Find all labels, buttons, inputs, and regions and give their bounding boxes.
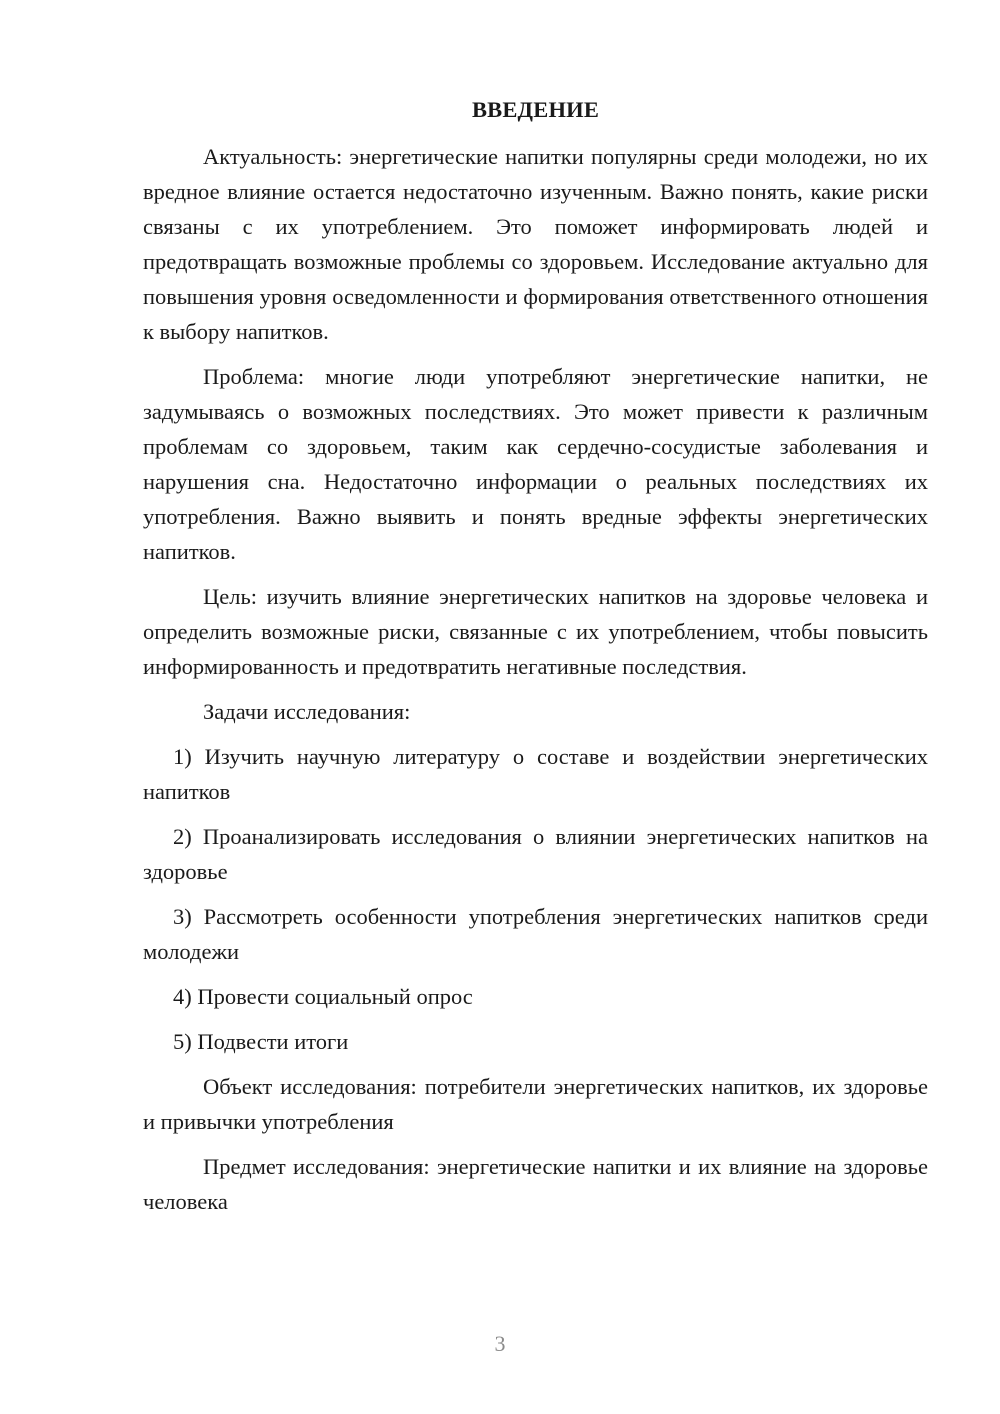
task-item: 2) Проанализировать исследования о влиянии энергетических напитков на здоровье [143, 824, 928, 884]
section-title: ВВЕДЕНИЕ [471, 97, 600, 122]
task-item: 3) Рассмотреть особенности употребления энергетических напитков среди молодежи [143, 904, 928, 964]
paragraph-tasks-heading: Задачи исследования: [203, 699, 411, 724]
task-item: 5) Подвести итоги [173, 1029, 349, 1054]
paragraph-object: Объект исследования: потребители энергетических напитков, их здоровье и привычки употребления [143, 1074, 928, 1134]
task-item: 4) Провести социальный опрос [173, 984, 473, 1009]
paragraph-problem: Проблема: многие люди употребляют энергетические напитки, не задумываясь о возможных последствиях. Это может привести к различным проблемам со здоровьем, таким как сердечно-сосудистые заболевания и нарушения сна. Недостаточно информации о реальных последствиях их употребления. Важно выявить и понять вредные эффекты энергетических напитков. [143, 364, 928, 564]
document-page [143, 92, 928, 1229]
paragraph-goal: Цель: изучить влияние энергетических напитков на здоровье человека и определить возможные риски, связанные с их употреблением, чтобы повысить информированность и предотвратить негативные последствия. [143, 584, 928, 679]
paragraph-subject: Предмет исследования: энергетические напитки и их влияние на здоровье человека [143, 1154, 928, 1214]
page-number: 3 [494, 1331, 506, 1356]
task-item: 1) Изучить научную литературу о составе и воздействии энергетических напитков [143, 744, 928, 804]
paragraph-relevance: Актуальность: энергетические напитки популярны среди молодежи, но их вредное влияние остается недостаточно изученным. Важно понять, какие риски связаны с их употреблением. Это поможет информировать людей и предотвращать возможные проблемы со здоровьем. Исследование актуально для повышения уровня осведомленности и формирования ответственного отношения к выбору напитков. [143, 144, 928, 344]
